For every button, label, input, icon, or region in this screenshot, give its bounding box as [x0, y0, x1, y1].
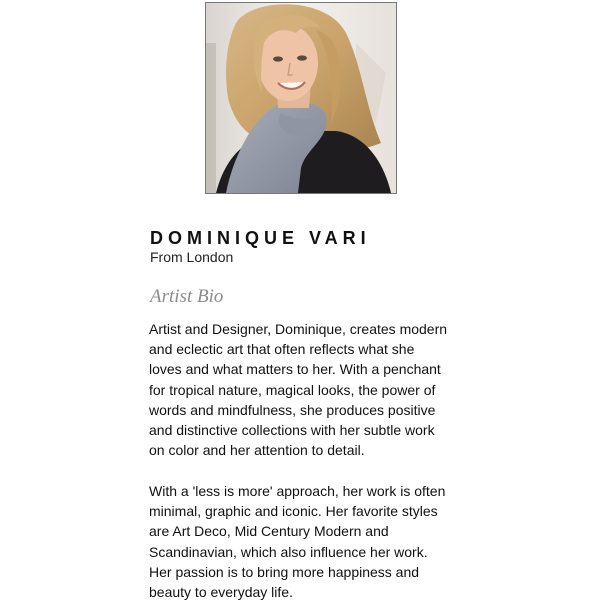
bio-line: minimal, graphic and iconic. Her favorite styles: [149, 503, 438, 520]
bio-line: With a 'less is more' approach, her work is often: [149, 483, 446, 499]
bio-line: and distinctive collections with her subtle work: [149, 422, 435, 439]
artist-origin: From London: [150, 249, 234, 265]
bio-line: and eclectic art that often reflects what she: [149, 341, 415, 358]
bio-line: words and mindfulness, she produces positive: [149, 401, 436, 418]
bio-line: beauty to everyday life.: [149, 584, 293, 601]
bio-paragraph-2: [149, 481, 569, 602]
bio-line: Her passion is to bring more happiness and: [149, 563, 420, 580]
bio-paragraph-1: [149, 319, 569, 460]
artist-bio-heading: Artist Bio: [150, 286, 224, 307]
bio-line: are Art Deco, Mid Century Modern and: [149, 523, 389, 540]
portrait-illustration: [206, 3, 396, 193]
bio-line: Scandinavian, which also influence her work.: [149, 543, 428, 560]
bio-line: for tropical nature, magical looks, the power of: [149, 381, 436, 398]
bio-line: on color and her attention to detail.: [149, 442, 365, 459]
bio-line: loves and what matters to her. With a penchant: [149, 361, 441, 378]
artist-name: DOMINIQUE VARI: [150, 228, 371, 248]
artist-portrait-image: [205, 2, 397, 194]
bio-line: Artist and Designer, Dominique, creates modern: [149, 321, 448, 337]
